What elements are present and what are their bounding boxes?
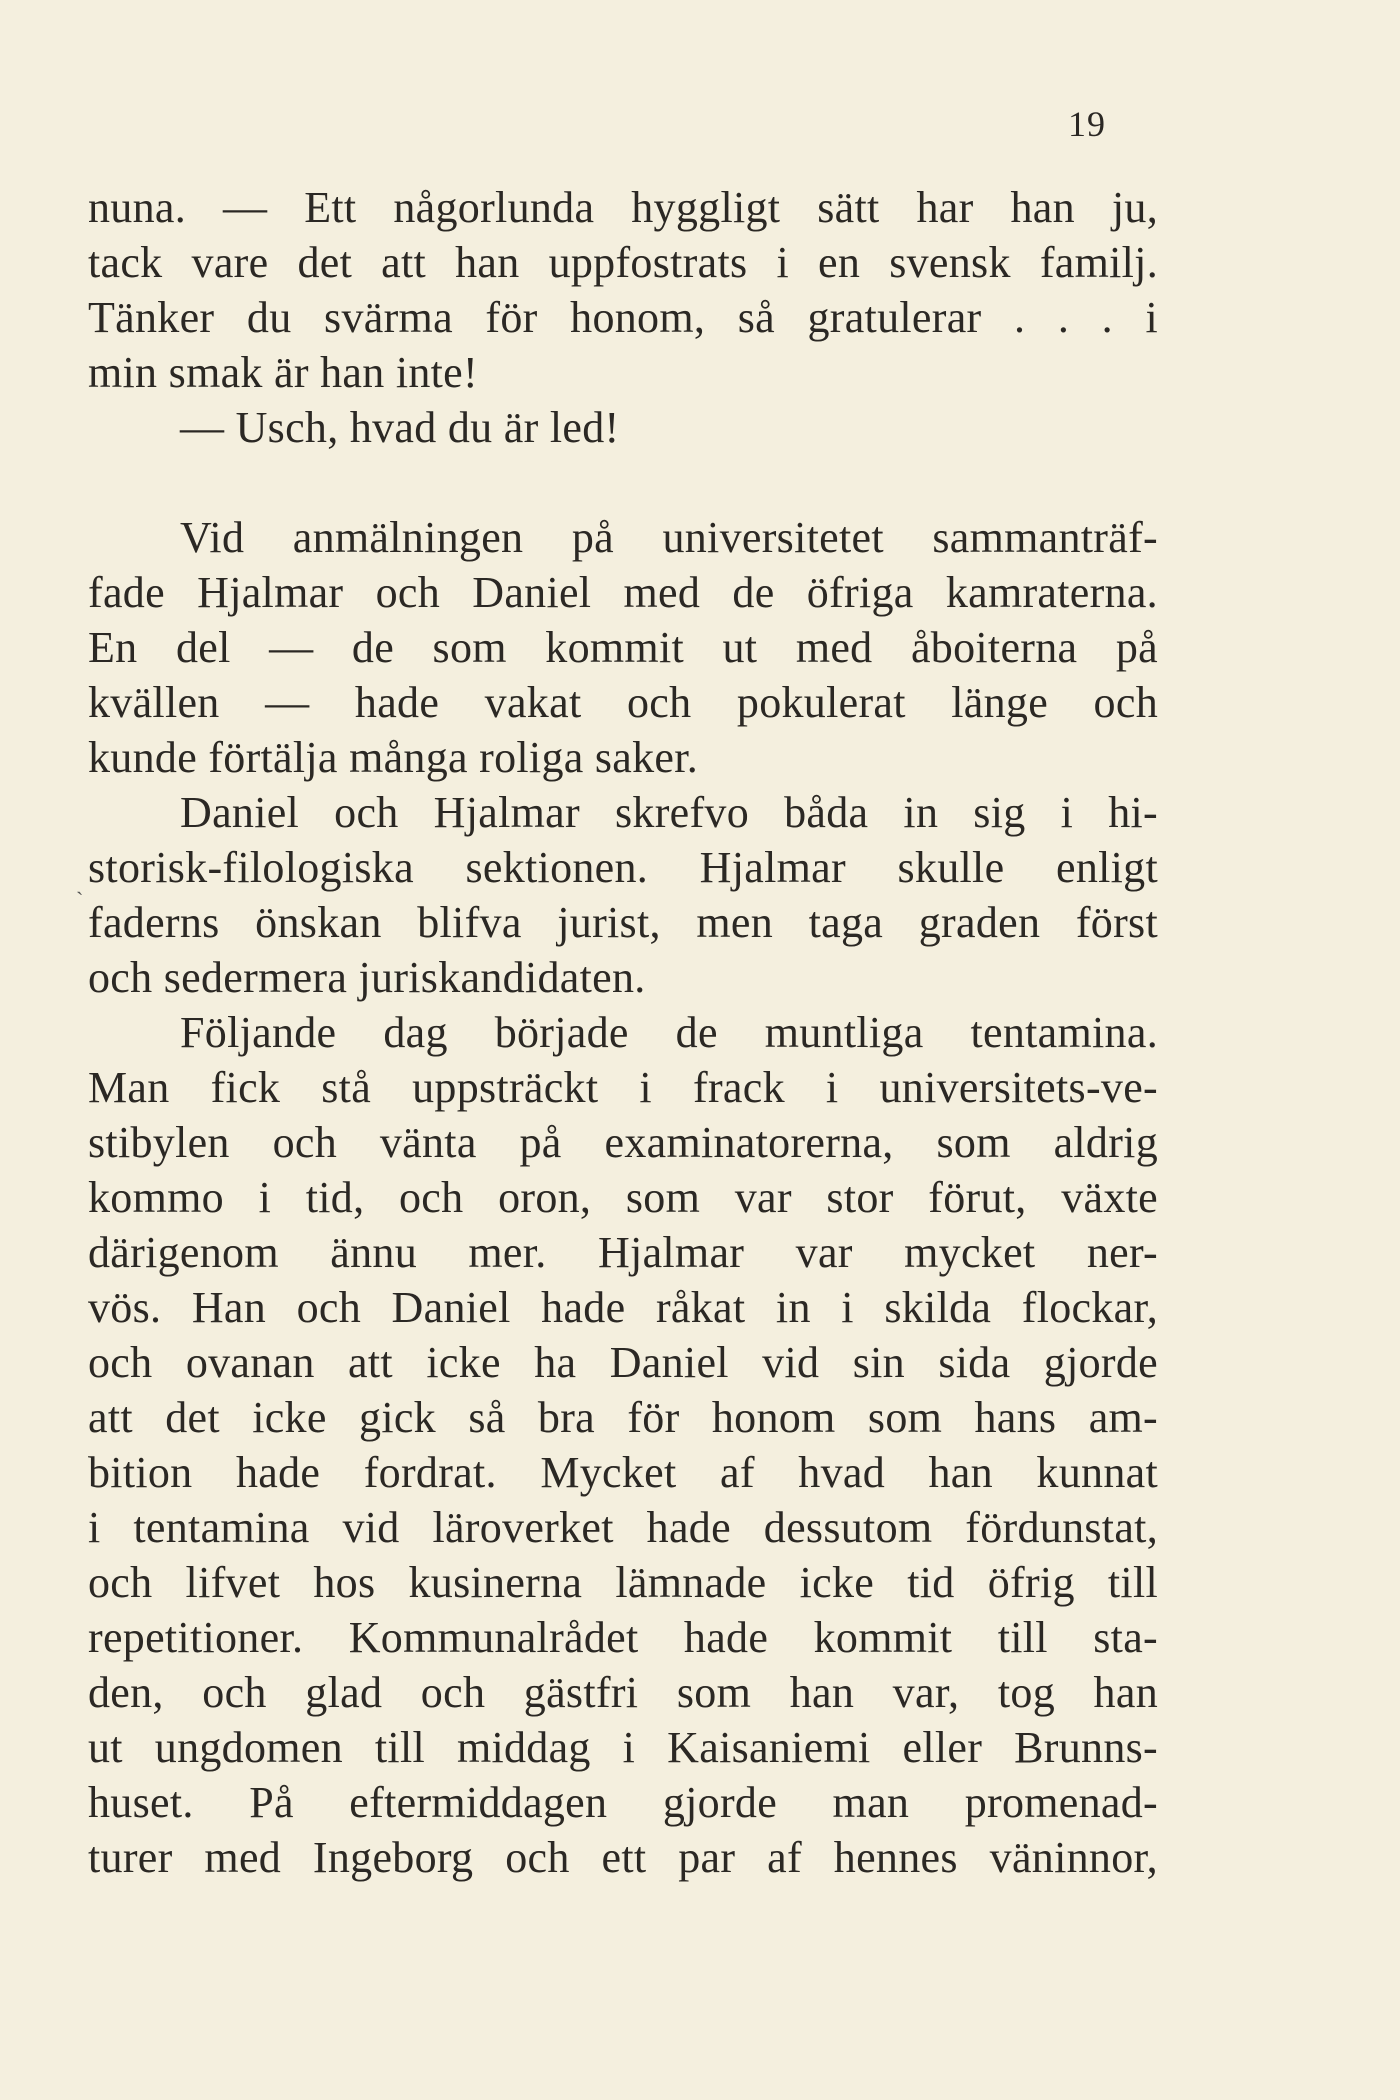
text-line: kommo i tid, och oron, som var stor förut, växte (88, 1173, 1158, 1222)
text-line: och ovanan att icke ha Daniel vid sin sida gjorde (88, 1338, 1158, 1387)
text-line: den, och glad och gästfri som han var, tog han (88, 1668, 1158, 1717)
text-line: och sedermera juriskandidaten. (88, 953, 646, 1002)
text-line: Man fick stå uppsträckt i frack i universitets-ve- (88, 1063, 1158, 1112)
text-line: — Usch, hvad du är led! (180, 403, 620, 452)
text-line: och lifvet hos kusinerna lämnade icke tid öfrig till (88, 1558, 1158, 1607)
body-text (88, 180, 1158, 1885)
text-line: Tänker du svärma för honom, så gratulerar . . . i (88, 293, 1158, 342)
text-line: huset. På eftermiddagen gjorde man promenad- (88, 1778, 1158, 1827)
text-line: faderns önskan blifva jurist, men taga graden först (88, 898, 1158, 947)
text-line: turer med Ingeborg och ett par af hennes väninnor, (88, 1833, 1158, 1882)
text-line: Följande dag började de muntliga tentamina. (180, 1008, 1158, 1057)
text-line: storisk-filologiska sektionen. Hjalmar skulle enligt (88, 843, 1158, 892)
text-line: att det icke gick så bra för honom som hans am- (88, 1393, 1158, 1442)
text-line: En del — de som kommit ut med åboiterna på (88, 623, 1158, 672)
text-line: i tentamina vid läroverket hade dessutom fördunstat, (88, 1503, 1158, 1552)
text-line: bition hade fordrat. Mycket af hvad han kunnat (88, 1448, 1158, 1497)
text-line: fade Hjalmar och Daniel med de öfriga kamraterna. (88, 568, 1158, 617)
text-line: repetitioner. Kommunalrådet hade kommit till sta- (88, 1613, 1158, 1662)
margin-mark: ˎ (76, 870, 84, 895)
text-line: kunde förtälja många roliga saker. (88, 733, 699, 782)
text-line: Vid anmälningen på universitetet sammanträf- (180, 513, 1158, 562)
text-line: min smak är han inte! (88, 348, 478, 397)
text-line: vös. Han och Daniel hade råkat in i skilda flockar, (88, 1283, 1158, 1332)
text-line: stibylen och vänta på examinatorerna, som aldrig (88, 1118, 1158, 1167)
text-line: tack vare det att han uppfostrats i en svensk familj. (88, 238, 1158, 287)
text-line: ut ungdomen till middag i Kaisaniemi eller Brunns- (88, 1723, 1158, 1772)
text-line: kvällen — hade vakat och pokulerat länge och (88, 678, 1158, 727)
text-line: därigenom ännu mer. Hjalmar var mycket ner- (88, 1228, 1158, 1277)
page-number: 19 (1068, 104, 1106, 144)
text-line: Daniel och Hjalmar skrefvo båda in sig i hi- (180, 788, 1158, 837)
text-line: nuna. — Ett någorlunda hyggligt sätt har han ju, (88, 183, 1158, 232)
